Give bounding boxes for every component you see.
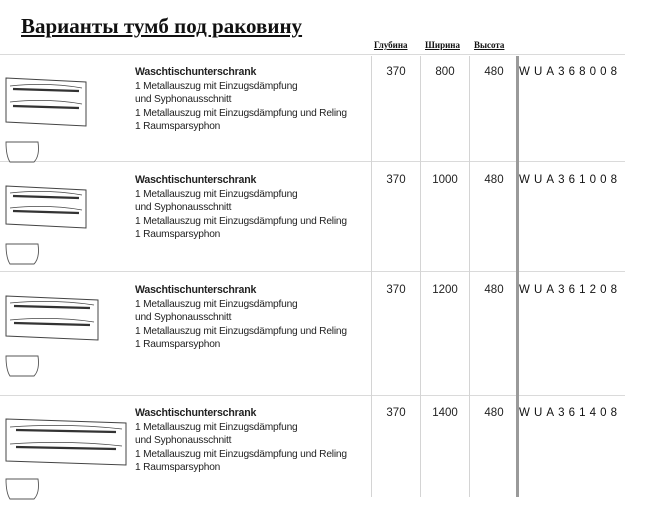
depth-value: 370 bbox=[386, 66, 406, 78]
height-value: 480 bbox=[484, 284, 504, 296]
table-row bbox=[0, 284, 650, 404]
article-code: WUA361208 bbox=[519, 284, 622, 296]
column-header-width: Ширина bbox=[425, 40, 460, 50]
depth-value: 370 bbox=[386, 174, 406, 186]
feature-line: 1 Metallauszug mit Einzugsdämpfung und Reling bbox=[135, 325, 347, 337]
page-title: Варианты тумб под раковину bbox=[21, 14, 303, 38]
column-header-height: Высота bbox=[474, 40, 505, 50]
product-name: Waschtischunterschrank bbox=[135, 407, 257, 419]
table-row bbox=[0, 66, 650, 186]
feature-line: und Syphonausschnitt bbox=[135, 312, 232, 324]
feature-line: 1 Metallauszug mit Einzugsdämpfung und Reling bbox=[135, 448, 347, 460]
product-description bbox=[135, 284, 347, 352]
product-name: Waschtischunterschrank bbox=[135, 284, 257, 296]
depth-value: 370 bbox=[386, 284, 406, 296]
vanity-unit-drawing bbox=[4, 184, 94, 276]
feature-line: 1 Metallauszug mit Einzugsdämpfung bbox=[135, 80, 298, 92]
feature-line: 1 Raumsparsyphon bbox=[135, 339, 221, 351]
article-code: WUA361008 bbox=[519, 174, 622, 186]
product-description bbox=[135, 407, 347, 475]
article-code: WUA361408 bbox=[519, 407, 622, 419]
width-value: 800 bbox=[435, 66, 455, 78]
feature-line: 1 Raumsparsyphon bbox=[135, 229, 221, 241]
height-value: 480 bbox=[484, 174, 504, 186]
article-code: WUA368008 bbox=[519, 66, 622, 78]
width-value: 1000 bbox=[432, 174, 458, 186]
height-value: 480 bbox=[484, 66, 504, 78]
feature-line: 1 Metallauszug mit Einzugsdämpfung und Reling bbox=[135, 215, 347, 227]
table-row bbox=[0, 174, 650, 294]
table-row bbox=[0, 407, 650, 527]
feature-line: 1 Metallauszug mit Einzugsdämpfung bbox=[135, 188, 298, 200]
product-name: Waschtischunterschrank bbox=[135, 66, 257, 78]
product-description bbox=[135, 174, 347, 242]
feature-line: 1 Metallauszug mit Einzugsdämpfung bbox=[135, 298, 298, 310]
product-name: Waschtischunterschrank bbox=[135, 174, 257, 186]
feature-line: 1 Metallauszug mit Einzugsdämpfung und Reling bbox=[135, 107, 347, 119]
height-value: 480 bbox=[484, 407, 504, 419]
vanity-unit-drawing bbox=[4, 294, 104, 386]
feature-line: 1 Metallauszug mit Einzugsdämpfung bbox=[135, 421, 298, 433]
depth-value: 370 bbox=[386, 407, 406, 419]
feature-line: und Syphonausschnitt bbox=[135, 94, 232, 106]
vanity-unit-drawing bbox=[4, 417, 130, 507]
vanity-unit-drawing bbox=[4, 76, 94, 168]
width-value: 1400 bbox=[432, 407, 458, 419]
feature-line: 1 Raumsparsyphon bbox=[135, 121, 221, 133]
feature-line: und Syphonausschnitt bbox=[135, 202, 232, 214]
width-value: 1200 bbox=[432, 284, 458, 296]
product-description bbox=[135, 66, 347, 134]
feature-line: und Syphonausschnitt bbox=[135, 435, 232, 447]
feature-line: 1 Raumsparsyphon bbox=[135, 462, 221, 474]
table-top-rule bbox=[0, 54, 625, 55]
column-header-depth: Глубина bbox=[374, 40, 408, 50]
